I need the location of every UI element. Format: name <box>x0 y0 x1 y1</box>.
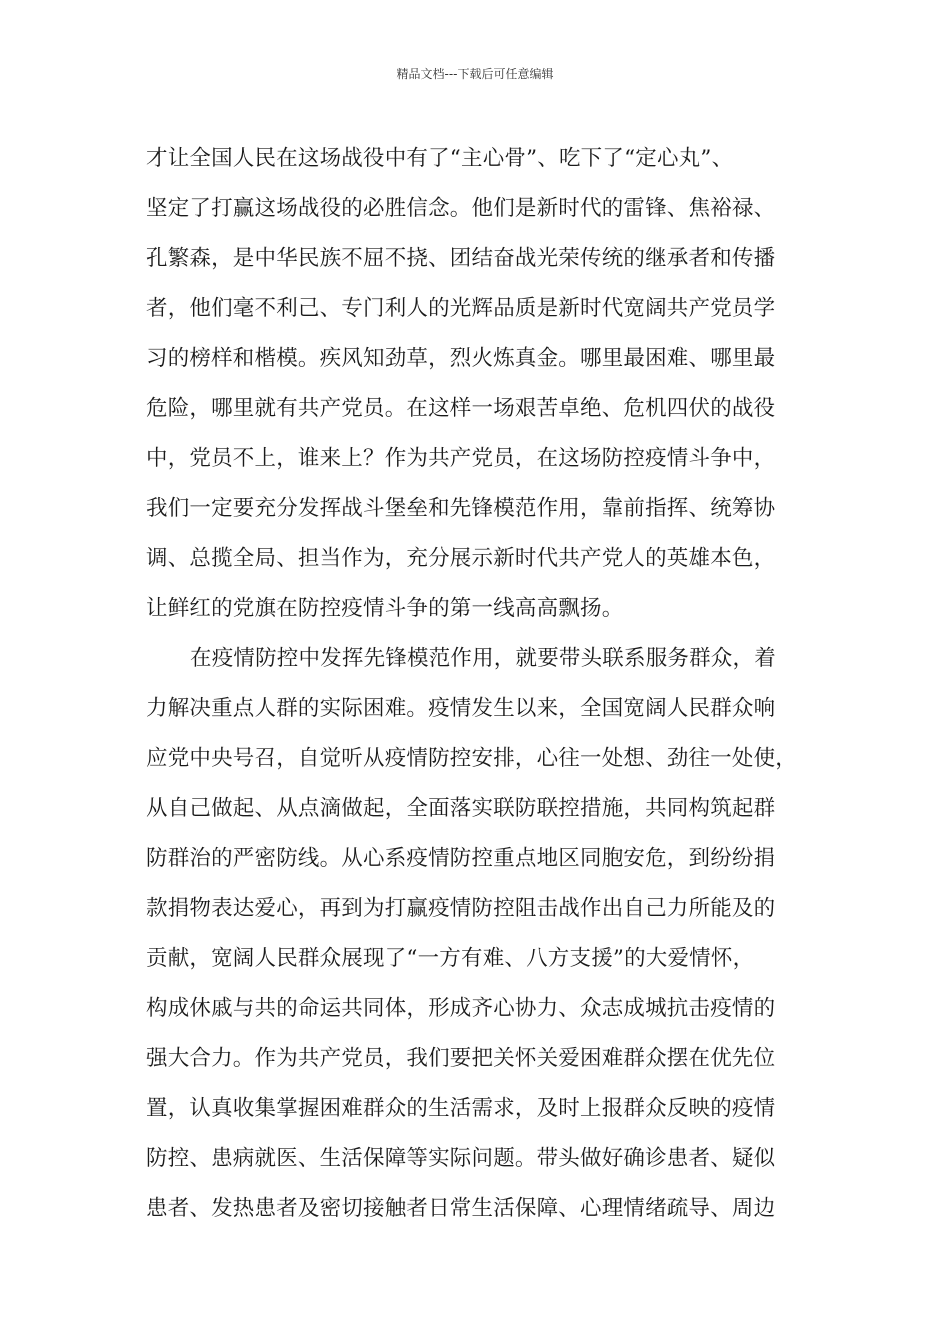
paragraph-2 <box>146 634 806 1234</box>
text-line: 强大合力。作为共产党员，我们要把关怀关爱困难群众摆在优先位 <box>146 1046 776 1071</box>
text-line: 款捐物表达爱心，再到为打赢疫情防控阻击战作出自己力所能及的 <box>146 896 776 921</box>
text-line: 防群治的严密防线。从心系疫情防控重点地区同胞安危，到纷纷捐 <box>146 846 776 871</box>
document-body <box>146 134 806 1234</box>
text-line: 孔繁森，是中华民族不屈不挠、团结奋战光荣传统的继承者和传播 <box>146 246 776 271</box>
text-line-indented: 在疫情防控中发挥先锋模范作用，就要带头联系服务群众，着 <box>190 646 776 671</box>
text-line: 习的榜样和楷模。疾风知劲草，烈火炼真金。哪里最困难、哪里最 <box>146 346 776 371</box>
text-line: 患者、发热患者及密切接触者日常生活保障、心理情绪疏导、周边 <box>146 1196 776 1221</box>
text-line: 才让全国人民在这场战役中有了“主心骨”、吃下了“定心丸”、 <box>146 146 734 171</box>
text-line: 置，认真收集掌握困难群众的生活需求，及时上报群众反映的疫情 <box>146 1096 776 1121</box>
text-line: 防控、患病就医、生活保障等实际问题。带头做好确诊患者、疑似 <box>146 1146 776 1171</box>
paragraph-1 <box>146 134 806 634</box>
text-line: 力解决重点人群的实际困难。疫情发生以来，全国宽阔人民群众响 <box>146 696 776 721</box>
text-line: 应党中央号召，自觉听从疫情防控安排，心往一处想、劲往一处使， <box>146 746 798 771</box>
text-line: 从自己做起、从点滴做起，全面落实联防联控措施，共同构筑起群 <box>146 796 776 821</box>
text-line: 我们一定要充分发挥战斗堡垒和先锋模范作用，靠前指挥、统筹协 <box>146 496 776 521</box>
text-line: 坚定了打赢这场战役的必胜信念。他们是新时代的雷锋、焦裕禄、 <box>146 196 776 221</box>
text-line: 调、总揽全局、担当作为，充分展示新时代共产党人的英雄本色， <box>146 546 776 571</box>
text-line: 危险，哪里就有共产党员。在这样一场艰苦卓绝、危机四伏的战役 <box>146 396 776 421</box>
text-line: 让鲜红的党旗在防控疫情斗争的第一线高高飘扬。 <box>146 596 624 621</box>
text-line: 者，他们毫不利己、专门利人的光辉品质是新时代宽阔共产党员学 <box>146 296 776 321</box>
text-line: 中，党员不上，谁来上？作为共产党员，在这场防控疫情斗争中， <box>146 446 776 471</box>
page-header: 精品文档---下载后可任意编辑 <box>396 67 554 81</box>
text-line: 贡献，宽阔人民群众展现了“一方有难、八方支援”的大爱情怀， <box>146 946 755 971</box>
text-line: 构成休戚与共的命运共同体，形成齐心协力、众志成城抗击疫情的 <box>146 996 776 1021</box>
